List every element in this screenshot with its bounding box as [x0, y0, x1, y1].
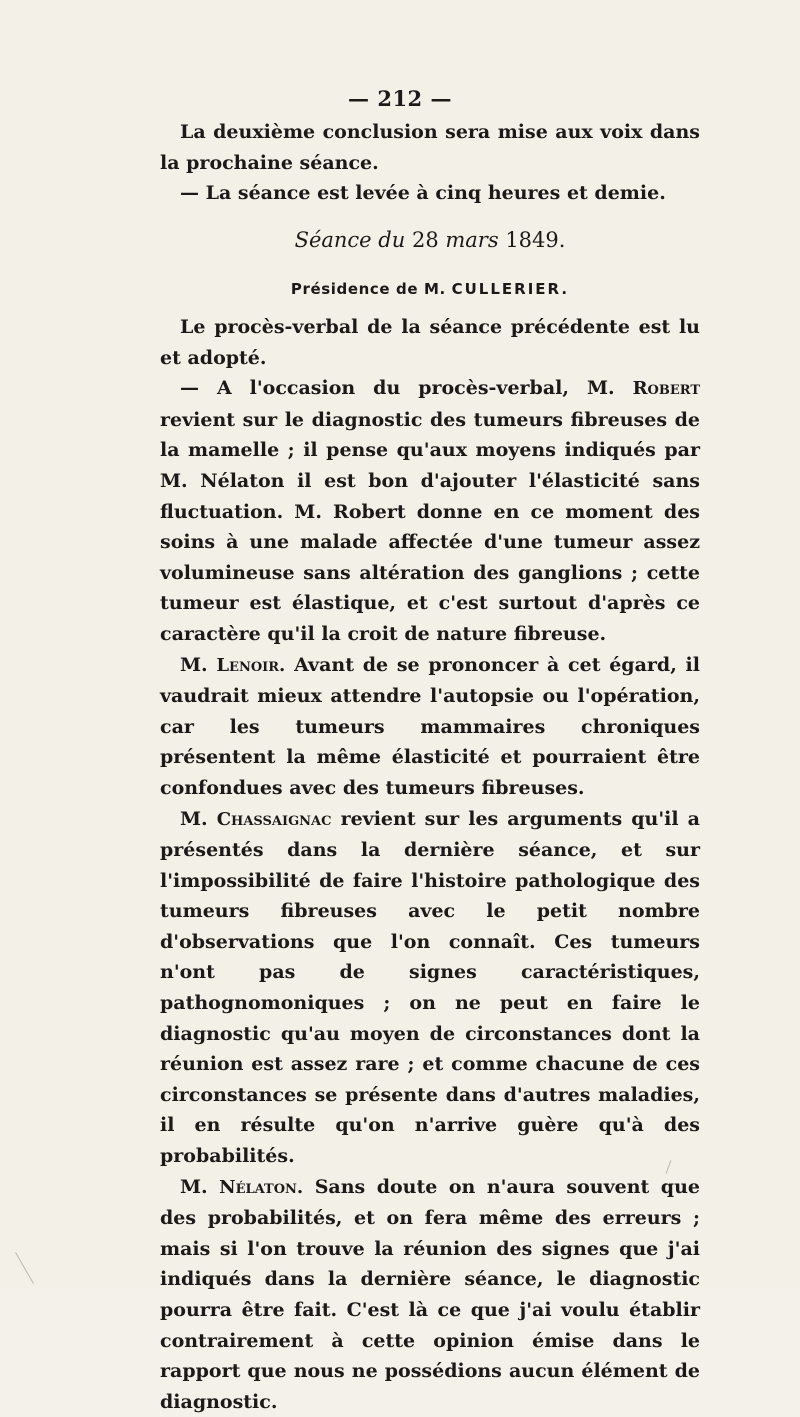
speaker-nelaton: Nélaton.: [219, 1176, 304, 1198]
speaker-chassaignac: Chassaignac: [216, 808, 332, 830]
president-name: CULLERIER.: [451, 280, 570, 298]
speaker-lenoir: Lenoir.: [216, 654, 286, 676]
presidence-line: [160, 280, 700, 298]
paragraph-conclusion: La deuxième conclusion sera mise aux voix dans la prochaine séance.: [160, 121, 700, 174]
presidence-label: Présidence de M.: [290, 280, 446, 298]
speaker-robert: Robert: [632, 378, 700, 400]
robert-text: revient sur le diagnostic des tumeurs fibreuses de la mamelle ; il pense qu'aux moyens indiqués par M. Nélaton il est bon d'ajouter l'élasticité sans fluctuation. M. Robert donne en ce moment des soins à une malade affectée d'une tumeur assez volumineuse sans altération des ganglions ; cette tumeur est élastique, et c'est surtout d'après ce caractère qu'il la croit de nature fibreuse.: [160, 408, 700, 645]
robert-prefix: — A l'occasion du procès-verbal, M.: [180, 377, 615, 400]
seance-year: 1849.: [505, 228, 566, 252]
nelaton-prefix: M.: [180, 1175, 208, 1198]
nelaton-text: Sans doute on n'aura souvent que des probabilités, et on fera même des erreurs ; mais si l'on trouve la réunion des signes que j'ai indiqués dans la dernière séance, le diagnostic pourra être fait. C'est là ce que j'ai voulu établir contrairement à cette opinion émise dans le rapport que nous ne possédions aucun élément de diagnostic.: [160, 1175, 700, 1413]
lenoir-text: Avant de se prononcer à cet égard, il vaudrait mieux attendre l'autopsie ou l'opération, car les tumeurs mammaires chroniques présentent la même élasticité et pourraient être confondues avec des tumeurs fibreuses.: [160, 653, 700, 799]
paper-edge-mark: [15, 1252, 34, 1284]
minutes-body: [160, 312, 700, 1417]
paragraph-nelaton: [160, 1172, 700, 1417]
chassaignac-text: revient sur les arguments qu'il a présentés dans la dernière séance, et sur l'impossibilité de faire l'histoire pathologique des tumeurs fibreuses avec le petit nombre d'observations que l'on connaît. Ces tumeurs n'ont pas de signes caractéristiques, pathognomoniques ; on ne peut en faire le diagnostic qu'au moyen de circonstances dont la réunion est assez rare ; et comme chacune de ces circonstances se présente dans d'autres maladies, il en résulte qu'on n'arrive guère qu'à des probabilités.: [160, 807, 700, 1168]
paragraph-proces-verbal: Le procès-verbal de la séance précédente est lu et adopté.: [160, 316, 700, 369]
seance-day: 28: [411, 228, 439, 252]
seance-month: mars: [445, 228, 499, 252]
page-number: — 212 —: [348, 86, 452, 111]
paragraph-seance-levee: — La séance est levée à cinq heures et demie.: [180, 182, 666, 205]
chassaignac-prefix: M.: [180, 807, 208, 830]
seance-heading: [160, 228, 700, 252]
paragraph-robert: [160, 373, 700, 649]
paragraph-lenoir: [160, 650, 700, 804]
closing-paragraphs: [160, 117, 700, 209]
seance-title-prefix: Séance du: [294, 228, 406, 252]
paragraph-chassaignac: [160, 804, 700, 1172]
lenoir-prefix: M.: [180, 653, 208, 676]
